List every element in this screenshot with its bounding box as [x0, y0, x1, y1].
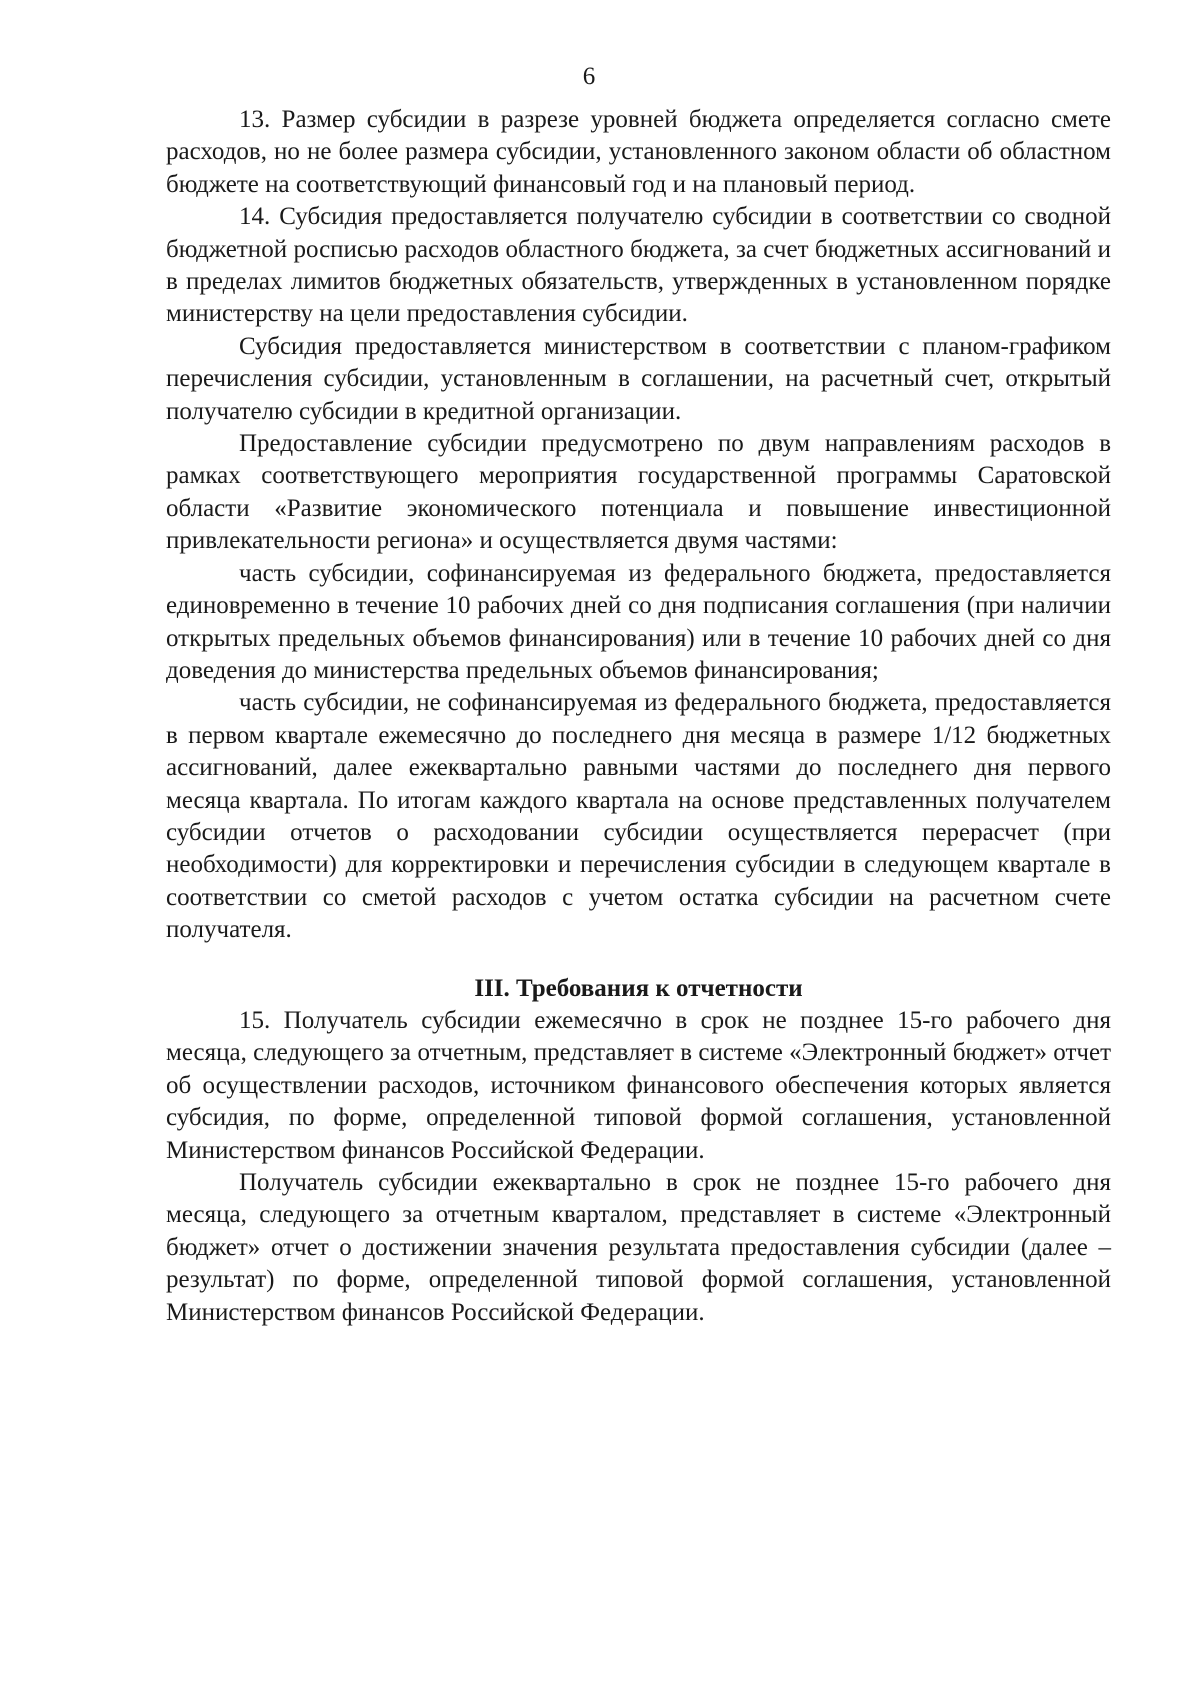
paragraph-13: 13. Размер субсидии в разрезе уровней бюджета определяется согласно смете расходов, но не более размера субсидии, установленного законом области об областном бюджете на соответствующий финансовый год и на плановый период. [166, 106, 1111, 198]
section-heading: III. Требования к отчетности [474, 974, 803, 1002]
document-body [166, 104, 1111, 1329]
paragraph-non-federal-part: часть субсидии, не софинансируемая из федерального бюджета, предоставляется в первом квартале ежемесячно до последнего дня месяца в размере 1/12 бюджетных ассигнований, далее ежеквартально равными частями до последнего дня первого месяца квартала. По итогам каждого квартала на основе представленных получателем субсидии отчетов о расходовании субсидии осуществляется перерасчет (при необходимости) для корректировки и перечисления субсидии в следующем квартале в соответствии со сметой расходов с учетом остатка субсидии на расчетном счете получателя. [166, 689, 1111, 944]
paragraph-14: 14. Субсидия предоставляется получателю субсидии в соответствии со сводной бюджетной росписью расходов областного бюджета, за счет бюджетных ассигнований и в пределах лимитов бюджетных обязательств, утвержденных в установленном порядке министерству на цели предоставления субсидии. [166, 203, 1111, 328]
paragraph-subsidy-directions: Предоставление субсидии предусмотрено по двум направлениям расходов в рамках соответствующего мероприятия государственной программы Саратовской области «Развитие экономического потенциала и повышение инвестиционной привлекательности региона» и осуществляется двумя частями: [166, 430, 1111, 555]
paragraph-15: 15. Получатель субсидии ежемесячно в срок не позднее 15-го рабочего дня месяца, следующего за отчетным, представляет в системе «Электронный бюджет» отчет об осуществлении расходов, источником финансового обеспечения которых является субсидия, по форме, определенной типовой формой соглашения, установленной Министерством финансов Российской Федерации. [166, 1006, 1111, 1164]
paragraph-subsidy-schedule: Субсидия предоставляется министерством в соответствии с планом-графиком перечисления субсидии, установленным в соглашении, на расчетный счет, открытый получателю субсидии в кредитной организации. [166, 332, 1111, 425]
paragraph-federal-part: часть субсидии, софинансируемая из федерального бюджета, предоставляется единовременно в течение 10 рабочих дней со дня подписания соглашения (при наличии открытых предельных объемов финансирования) или в течение 10 рабочих дней со дня доведения до министерства предельных объемов финансирования; [166, 559, 1111, 684]
paragraph-quarterly-report: Получатель субсидии ежеквартально в срок не позднее 15-го рабочего дня месяца, следующего за отчетным кварталом, представляет в системе «Электронный бюджет» отчет о достижении значения результата предоставления субсидии (далее – результат) по форме, определенной типовой формой соглашения, установленной Министерством финансов Российской Федерации. [166, 1169, 1111, 1326]
page-number: 6 [582, 63, 596, 90]
